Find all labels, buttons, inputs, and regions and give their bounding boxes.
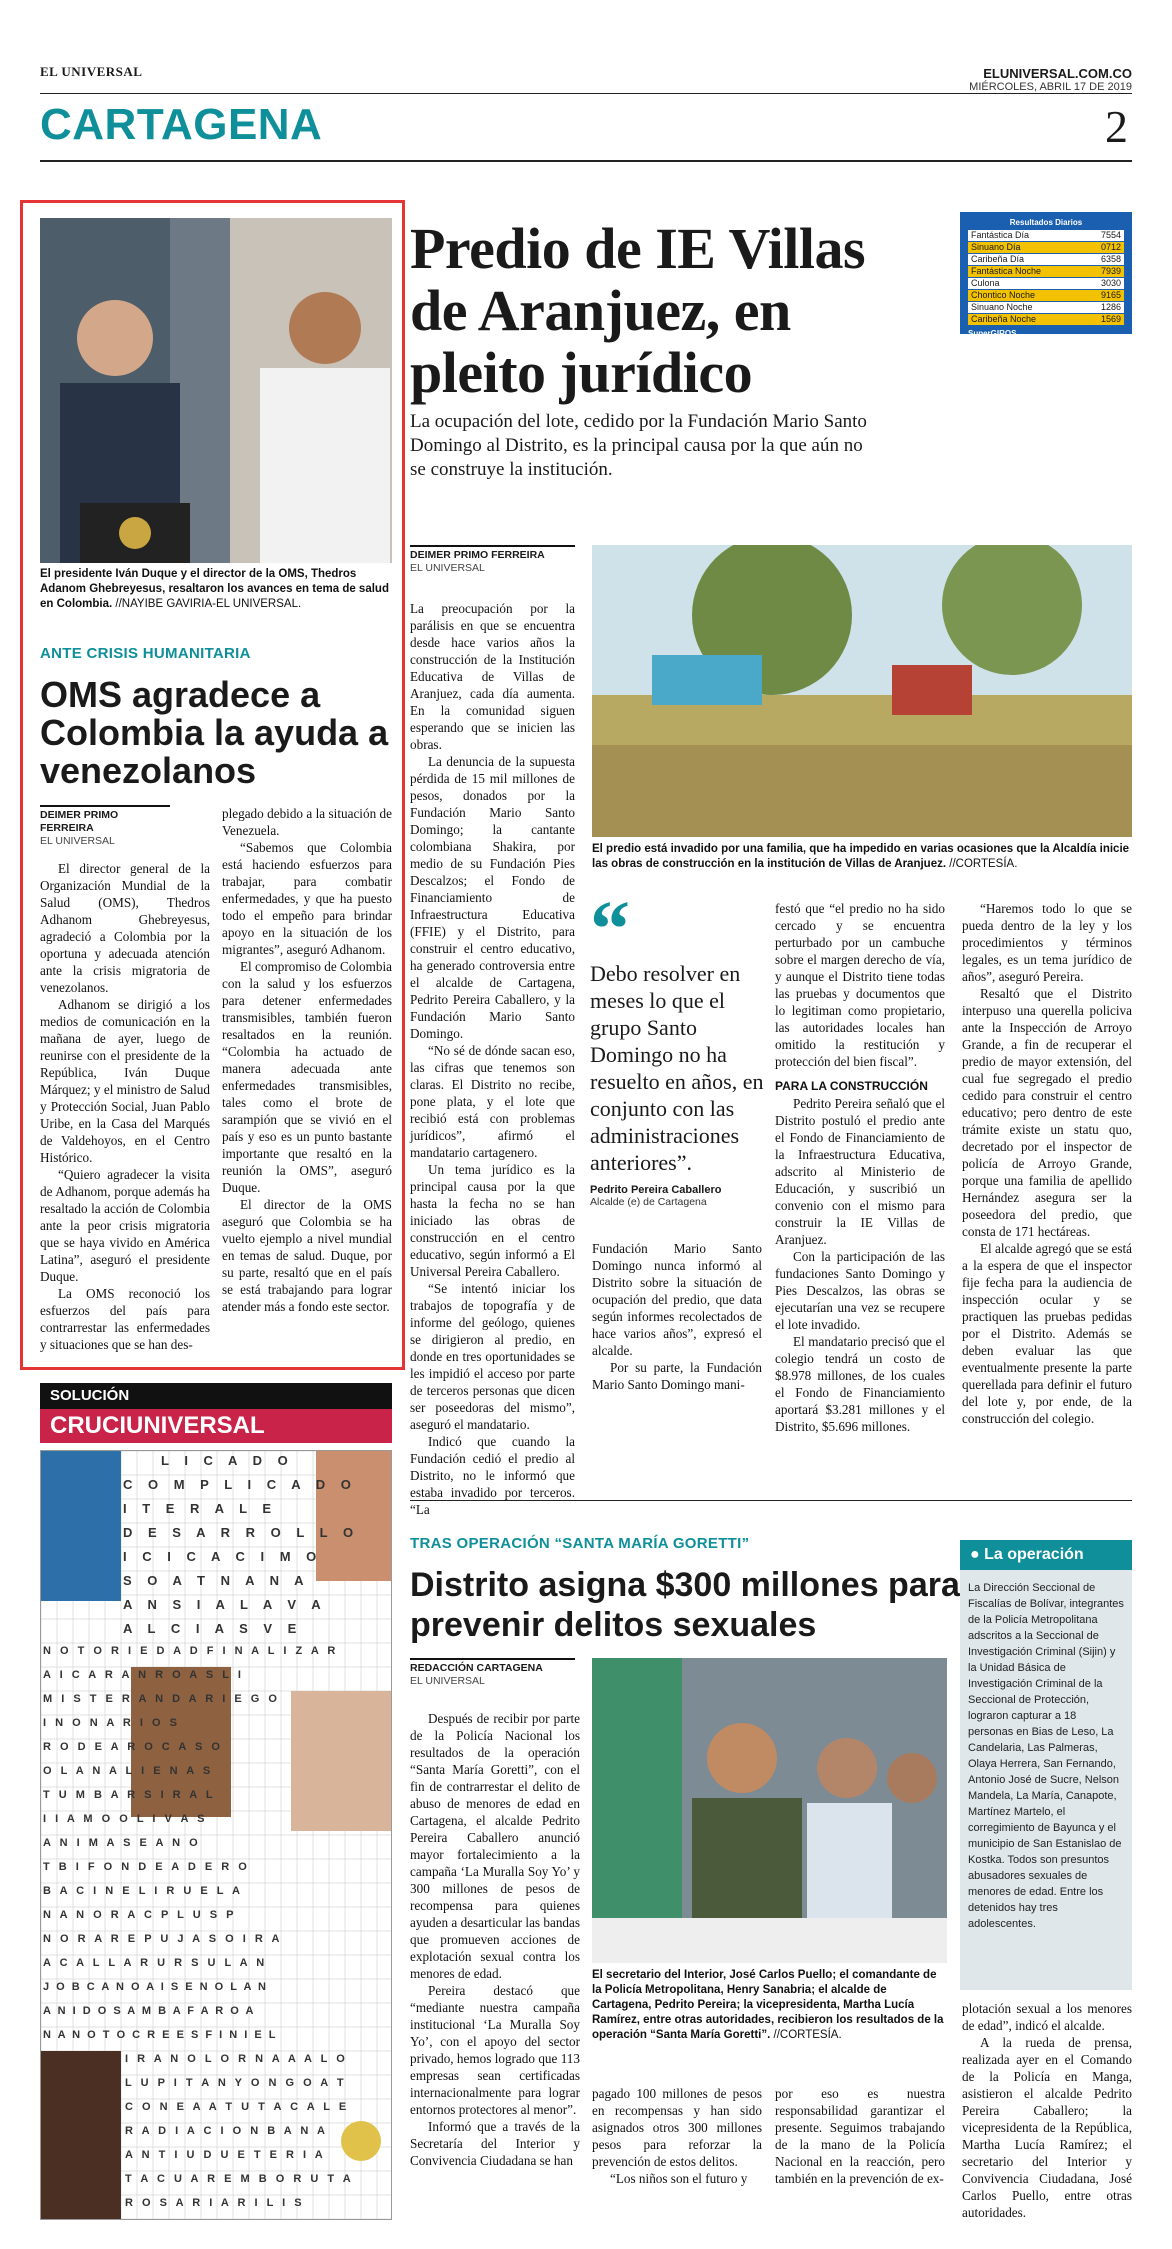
lottery-brand: SuperGIROS: [968, 329, 1017, 338]
lottery-results: [960, 212, 1132, 338]
elder-photo-icon: [291, 1691, 391, 1831]
distrito-caption-credit: //CORTESÍA.: [773, 2029, 842, 2041]
paragraph: Adhanom se dirigió a los medios de comunicación en la mañana de ayer, luego de reunirse con el presidente de la República, Iván Duque Márquez; y el ministro de Salud y Protección Social, Juan Pablo Uribe, en la Casa del Marqués de Valdehoyos, en el Centro Histórico.: [40, 997, 210, 1165]
crossword-row: I N O N A R I O S: [43, 1717, 180, 1729]
crossword-row: T A C U A R E M B O R U T A: [125, 2173, 354, 2185]
crossword-row: M I S T E R A N D A R I E G O: [43, 1693, 280, 1705]
lottery-value: 6358: [1084, 254, 1124, 266]
site-url[interactable]: ELUNIVERSAL.COM.CO: [983, 66, 1132, 81]
lottery-value: 1286: [1084, 302, 1124, 314]
predio-col1: [410, 600, 575, 1518]
lottery-value: 1569: [1084, 314, 1124, 326]
distrito-byline: [410, 1658, 575, 1688]
paragraph: Por su parte, la Fundación Mario Santo Domingo mani-: [592, 1360, 762, 1392]
lottery-value: 3030: [1084, 278, 1124, 290]
predio-byline-org: EL UNIVERSAL: [410, 562, 485, 574]
oms-headline: OMS agradece a Colombia la ayuda a venezolanos: [40, 674, 389, 791]
paragraph: El director general de la Organización Mundial de la Salud (OMS), Thedros Adhanom Ghebreyesus, agradeció a Colombia por la oportuna y adecuada atención ante la crisis migratoria de venezolanos.: [40, 861, 210, 995]
article-divider: [410, 1500, 1132, 1501]
predio-caption-credit: //CORTESÍA.: [949, 858, 1018, 870]
crossword-row: D E S A R R O L L O: [123, 1525, 360, 1540]
distrito-kicker: TRAS OPERACIÓN “SANTA MARÍA GORETTI”: [410, 1535, 750, 1552]
crossword-row: L I C A D O: [161, 1453, 294, 1468]
paragraph: “Se intentó iniciar los trabajos de topografía y de informe del geólogo, quienes se dirigieron al predio, en donde en tres oportunidades se les impidió el acceso por parte de terceros personas que dicen ser poseedoras del mismo”, aseguró el mandatario.: [410, 1281, 575, 1432]
masthead-rule: [40, 93, 1132, 94]
crossword-row: A N T I U D U E T E R I A: [125, 2149, 326, 2161]
quote-author: Pedrito Pereira Caballero: [590, 1184, 722, 1196]
operation-title: ● La operación: [960, 1540, 1132, 1570]
paragraph: “Los niños son el futuro y: [610, 2171, 748, 2186]
lottery-name: Culona: [968, 278, 1084, 290]
paragraph: A la rueda de prensa, realizada ayer en el Comando de la Policía en Manga, asistieron el alcalde Pedrito Pereira Caballero; la vicepresidenta de la República, Martha Lucía Ramírez; el secretario del Interior y Convivencia Ciudadana, José Carlos Puello, entre otras autoridades.: [962, 2035, 1132, 2220]
distrito-byline-org: EL UNIVERSAL: [410, 1675, 485, 1687]
operation-sidebar: [960, 1540, 1132, 1990]
site-info: [969, 66, 1132, 93]
oms-photo: [40, 218, 392, 563]
distrito-photo: [592, 1658, 947, 1963]
woman-photo-icon: [316, 1451, 391, 1581]
crossword-row: R A D I A C I O N B A N A: [125, 2125, 328, 2137]
paragraph: Resaltó que el Distrito interpuso una querella policiva ante la Inspección de Arroyo Grande, a fin de recuperar el predio de mayor extensión, del cual fue segregado el predio cedido para construir el centro educativo; pero dentro de este trámite existe un statu quo, decretado por el inspector de policía de Arroyo Grande, porque una familia de apellido Hernández asegura ser la poseedora del predio, que consta de 171 hectáreas.: [962, 986, 1132, 1239]
distrito-col1: [410, 1710, 580, 2169]
oms-col1: [40, 860, 210, 1353]
paragraph: “Sabemos que Colombia está haciendo esfuerzos para trabajar, para combatir enfermedades, y que ha puesto todo el empeño para brindar apoyo en la situación de los migrantes”, aseguró Adhanom.: [222, 840, 392, 957]
paragraph: Fundación Mario Santo Domingo nunca informó al Distrito sobre la situación de ocupación del predio, que data según informes recolectados de hace varios años”, expresó el alcalde.: [592, 1241, 762, 1358]
crossword-row: R O D E A R O C A S O: [43, 1741, 223, 1753]
crossword-row: A C A L L A R U R S U L A N: [43, 1957, 268, 1969]
quote-role: Alcalde (e) de Cartagena: [590, 1196, 707, 1208]
cruci-label: SOLUCIÓN: [40, 1383, 392, 1409]
paragraph: El director de la OMS aseguró que Colombia se ha vuelto ejemplo a nivel mundial en temas de salud. Duque, por su parte, resaltó que en el país se está trabajando para lograr atender más a fondo este sector.: [222, 1197, 392, 1314]
distrito-col3: [775, 2085, 945, 2187]
lottery-value: 7939: [1084, 266, 1124, 278]
paragraph: El alcalde agregó que se está a la espera de que el inspector fije fecha para la audiencia de inspección ocular y se practiquen las pruebas pedidas por el Distrito. Además se deben evaluar las que eventualmente presente la parte querellada para definir el futuro del lote y, por ende, de la construcción del colegio.: [962, 1241, 1132, 1426]
crossword-row: C O M P L I C A D O: [123, 1477, 357, 1492]
newspaper-logo: EL UNIVERSAL: [40, 64, 143, 79]
crossword-row: N A N O T O C R E E S F I N I E L: [43, 2029, 278, 2041]
paragraph: La OMS reconoció los esfuerzos del país para contrarrestar las enfermedades y situaciones que se han des-: [40, 1286, 210, 1352]
lottery-value: 9165: [1084, 290, 1124, 302]
crossword-row: N O T O R I E D A D F I N A L I Z A R: [43, 1645, 339, 1657]
oms-byline-name: DEIMER PRIMO FERREIRA: [40, 809, 119, 834]
oms-byline: [40, 805, 170, 848]
quote-text: Debo resolver en meses lo que el grupo Santo Domingo no ha resuelto en años, en conjunto con las administraciones anteriores”.: [590, 961, 764, 1175]
lottery-name: Caribeña Día: [968, 254, 1084, 266]
predio-photo-caption: [592, 842, 1132, 872]
lottery-name: Chontico Noche: [968, 290, 1084, 302]
press-conference-photo-icon: [592, 1658, 947, 1963]
section-title: CARTAGENA: [40, 100, 323, 149]
paragraph: “No sé de dónde sacan eso, las cifras que tenemos son claras. El Distrito no recibe, pone plata, y el lote que recibió está con problemas jurídicos”, afirmó el mandatario cartagenero.: [410, 1043, 575, 1160]
oms-byline-org: EL UNIVERSAL: [40, 835, 115, 847]
predio-deck: La ocupación del lote, cedido por la Fundación Mario Santo Domingo al Distrito, es la principal causa por la que aún no se construye la institución.: [410, 411, 867, 480]
table-row: [968, 302, 1124, 314]
crossword-row: B A C I N E L I R U E L A: [43, 1885, 243, 1897]
table-row: [968, 290, 1124, 302]
paragraph: plotación sexual a los menores de edad”, indicó el alcalde.: [962, 2001, 1132, 2033]
distrito-byline-name: REDACCIÓN CARTAGENA: [410, 1662, 543, 1674]
crossword-row: A N I M A S E A N O: [43, 1837, 201, 1849]
oms-caption-credit: //NAYIBE GAVIRIA-EL UNIVERSAL.: [115, 598, 302, 610]
predio-photo: [592, 545, 1132, 837]
table-row: [968, 266, 1124, 278]
paragraph: La preocupación por la parálisis en que se encuentra desde hace varios años la construcción de la Institución Educativa de Villas de Aranjuez, cada día aumenta. En la comunidad siguen esperando que se inicien las obras.: [410, 601, 575, 752]
paragraph: “Haremos todo lo que se pueda dentro de la ley y los procedimientos y términos legales, es un tema jurídico de años”, aseguró Pereira.: [962, 901, 1132, 984]
distrito-col4: [962, 2000, 1132, 2221]
paragraph: pagado 100 millones de pesos en recompensas y han sido asignados otros 300 millones pesos para reforzar la prevención de estos delitos.: [592, 2086, 762, 2169]
crossword-row: S O A T N A N A: [123, 1573, 310, 1588]
crossword-row: I R A N O L O R N A A A L O: [125, 2053, 348, 2065]
crossword-row: A I C A R A N R O A S L I: [43, 1669, 244, 1681]
table-row: [968, 278, 1124, 290]
lottery-name: Caribeña Noche: [968, 314, 1084, 326]
predio-caption-text: El predio está invadido por una familia, que ha impedido en varias ocasiones que la Alcaldía inicie las obras de construcción en la institución de Villas de Aranjuez.: [592, 843, 1130, 870]
crossword-row: J O B C A N O A I S E N O L A N: [43, 1981, 268, 1993]
lottery-value: 7554: [1084, 230, 1124, 242]
oms-kicker: ANTE CRISIS HUMANITARIA: [40, 645, 251, 662]
distrito-photo-caption: [592, 1968, 947, 2043]
crossword-row: I T E R A L E: [123, 1501, 278, 1516]
crossword-row: N O R A R E P U J A S O I R A: [43, 1933, 283, 1945]
operation-text: La Dirección Seccional de Fiscalías de Bolívar, integrantes de la Policía Metropolitana adscritos a la Seccional de Investigación Criminal (Sijin) y la Unidad Básica de Investigación Criminal de la Seccional de Protección, lograron capturar a 18 personas en Bias de Leso, La Candelaria, Las Palmeras, Olaya Herrera, San Fernando, Antonio José de Sucre, Nelson Mandela, La María, Canapote, Martínez Martelo, el corregimiento de Bayunca y el municipio de San Estanislao de Kostka. Todos son presuntos abusadores sexuales de menores de edad. Entre los detenidos hay tres adolescentes.: [968, 1582, 1124, 1930]
lottery-name: Fantástica Noche: [968, 266, 1084, 278]
crossword-row: A N S I A L A V A: [123, 1597, 327, 1612]
lottery-name: Sinuano Noche: [968, 302, 1084, 314]
crossword-row: T U M B A R S I R A L: [43, 1789, 216, 1801]
section-rule: [40, 160, 1132, 162]
table-row: [968, 242, 1124, 254]
lottery-table: [968, 230, 1124, 326]
quote-mark-icon: “: [590, 886, 630, 974]
paragraph: festó que “el predio no ha sido cercado y se encuentra perturbado por un cambuche sobre el margen derecho de vía, y aunque el Distrito tiene todas las pruebas y documentos que lo legitiman como propietario, las autoridades locales han omitido la restitución y protección del bien fiscal”.: [775, 901, 945, 1069]
table-row: [968, 314, 1124, 326]
crossword-row: A L C I A S V E: [123, 1621, 303, 1636]
paragraph: Pereira destacó que “mediante nuestra campaña institucional ‘La Muralla Soy Yo’, con el apoyo del sector privado, hemos logrado que 113 empresas sean certificadas internacionalmente para lograr entornos protectores al menor”.: [410, 1983, 580, 2117]
predio-byline: [410, 545, 575, 575]
paragraph: El compromiso de Colombia con la salud y los esfuerzos para detener enfermedades transmisibles, también fueron resaltados en la reunión. “Colombia ha actuado de manera adecuada ante enfermedades transmisibles, tales como el brote de sarampión que se vivió en el país y eso es un punto bastante importante que resaltó en la reunión la OMS”, aseguró Duque.: [222, 959, 393, 1195]
predio-headline: Predio de IE Villas de Aranjuez, en pleito jurídico: [410, 216, 866, 405]
paragraph: por eso es nuestra responsabilidad garantizar el presente. Seguimos trabajando de la mano de la Policía Nacional en la reacción, pero también en la prevención de ex-: [775, 2086, 945, 2186]
crossword-row: O L A N A L I E N A S: [43, 1765, 214, 1777]
crossword-row: R O S A R I A R I L I S: [125, 2197, 305, 2209]
lottery-value: 0712: [1084, 242, 1124, 254]
lottery-name: Fantástica Día: [968, 230, 1084, 242]
distrito-caption-text: El secretario del Interior, José Carlos Puello; el comandante de la Policía Metropolitana, Henry Sanabria; el alcalde de Cartagena, Pedrito Pereira; la vicepresidenta, Martha Lucía Ramírez, entre otras autoridades, recibieron los resultados de la operación “Santa María Goretti”.: [592, 1969, 944, 2041]
operation-title-text: La operación: [984, 1546, 1084, 1563]
distrito-headline: Distrito asigna $300 millones para prevenir delitos sexuales: [410, 1566, 960, 1644]
paragraph: Con la participación de las fundaciones Santo Domingo y Pies Descalzos, las obras se ejecutarían una vez se recupere el lote invadido.: [775, 1249, 945, 1332]
paragraph: “Quiero agradecer la visita de Adhanom, porque además ha resaltado la acción de Colombia ante la peor crisis migratoria que se haya vivido en América Latina”, aseguró el presidente Duque.: [40, 1167, 210, 1284]
crossword-row: L U P I T A N Y O N G O A T: [125, 2077, 347, 2089]
paragraph: plegado debido a la situación de Venezuela.: [222, 806, 392, 838]
crossword-row: I I A M O O L I V A S: [43, 1813, 208, 1825]
predio-byline-name: DEIMER PRIMO FERREIRA: [410, 549, 545, 561]
pull-quote: [590, 886, 765, 1208]
crossword-row: C O N E A A T U T A C A L E: [125, 2101, 350, 2113]
crossword-row: I C I C A C I M O: [123, 1549, 323, 1564]
predio-col4: [962, 900, 1132, 1427]
lottery-title: Resultados Diarios: [1009, 218, 1083, 227]
photo-icon: [40, 218, 392, 563]
paragraph: Informó que a través de la Secretaría del Interior y Convivencia Ciudadana se han: [410, 2119, 580, 2168]
landscape-photo-icon: [592, 545, 1132, 837]
oms-col2: [222, 805, 392, 1315]
table-row: [968, 254, 1124, 266]
page-number: 2: [1105, 101, 1128, 152]
oms-caption: [40, 567, 392, 612]
paragraph: Un tema jurídico es la principal causa por la que hasta la fecha no se han iniciado las obras de construcción en el centro educativo, según informó a El Universal Pereira Caballero.: [410, 1162, 575, 1279]
crossword-row: T B I F O N D E A D E R O: [43, 1861, 250, 1873]
cyclist-photo-icon: [41, 1451, 121, 1601]
cruci-title: CRUCIUNIVERSAL: [40, 1409, 392, 1443]
crossword-row: A N I D O S A M B A F A R O A: [43, 2005, 256, 2017]
issue-date: MIÉRCOLES, ABRIL 17 DE 2019: [969, 81, 1132, 93]
oms-caption-text: El presidente Iván Duque y el director de la OMS, Thedros Adanom Ghebreyesus, resaltaron los avances en tema de salud en Colombia.: [40, 568, 389, 610]
paragraph: Después de recibir por parte de la Policía Nacional los resultados de la operación “Santa María Goretti”, con el fin de contrarrestar el delito de abuso de menores de edad en Cartagena, el alcalde Pedrito Pereira Caballero anunció mayor fortalecimiento a la campaña ‘La Muralla Soy Yo’ y 300 millones de pesos de recompensa para quienes ayuden a desarticular las bandas que promueven acciones de explotación sexual contra los menores de edad.: [410, 1711, 580, 1981]
paragraph: Pedrito Pereira señaló que el Distrito postuló el predio ante el Fondo de Financiamiento de la Infraestructura Educativa, adscrito al Ministerio de Educación, y suscribió un convenio con el mismo para construir la IE Villas de Aranjuez.: [775, 1096, 945, 1247]
paragraph: La denuncia de la supuesta pérdida de 15 mil millones de pesos, donados por la Fundación Mario Santo Domingo; la cantante colombiana Shakira, por medio de su Fundación Pies Descalzos; el Fondo de Financiamiento de Infraestructura Educativa (FFIE) y el Distrito, para construir el centro educativo, ha generado controversia entre el alcalde de Cartagena, Pedrito Pereira Caballero, y la Fundación Mario Santo Domingo.: [410, 754, 575, 1041]
actress-photo-icon: [41, 2051, 121, 2219]
paragraph: Indicó que cuando la Fundación cedió el predio al Distrito, no le informó que estaba invadido por terceros. “La: [410, 1434, 575, 1517]
crossword-row: N A N O R A C P L U S P: [43, 1909, 237, 1921]
distrito-col2: [592, 2085, 762, 2187]
lottery-name: Sinuano Día: [968, 242, 1084, 254]
predio-col2: [592, 1240, 762, 1393]
crossword-grid: [40, 1450, 392, 2220]
predio-col3: [775, 900, 945, 1435]
predio-subhead: PARA LA CONSTRUCCIÓN: [775, 1079, 928, 1093]
table-row: [968, 230, 1124, 242]
paragraph: El mandatario precisó que el colegio tendrá un costo de $8.978 millones, de los cuales el Fondo de Financiamiento aportará $3.281 millones y el Distrito, $5.696 millones.: [775, 1334, 945, 1434]
